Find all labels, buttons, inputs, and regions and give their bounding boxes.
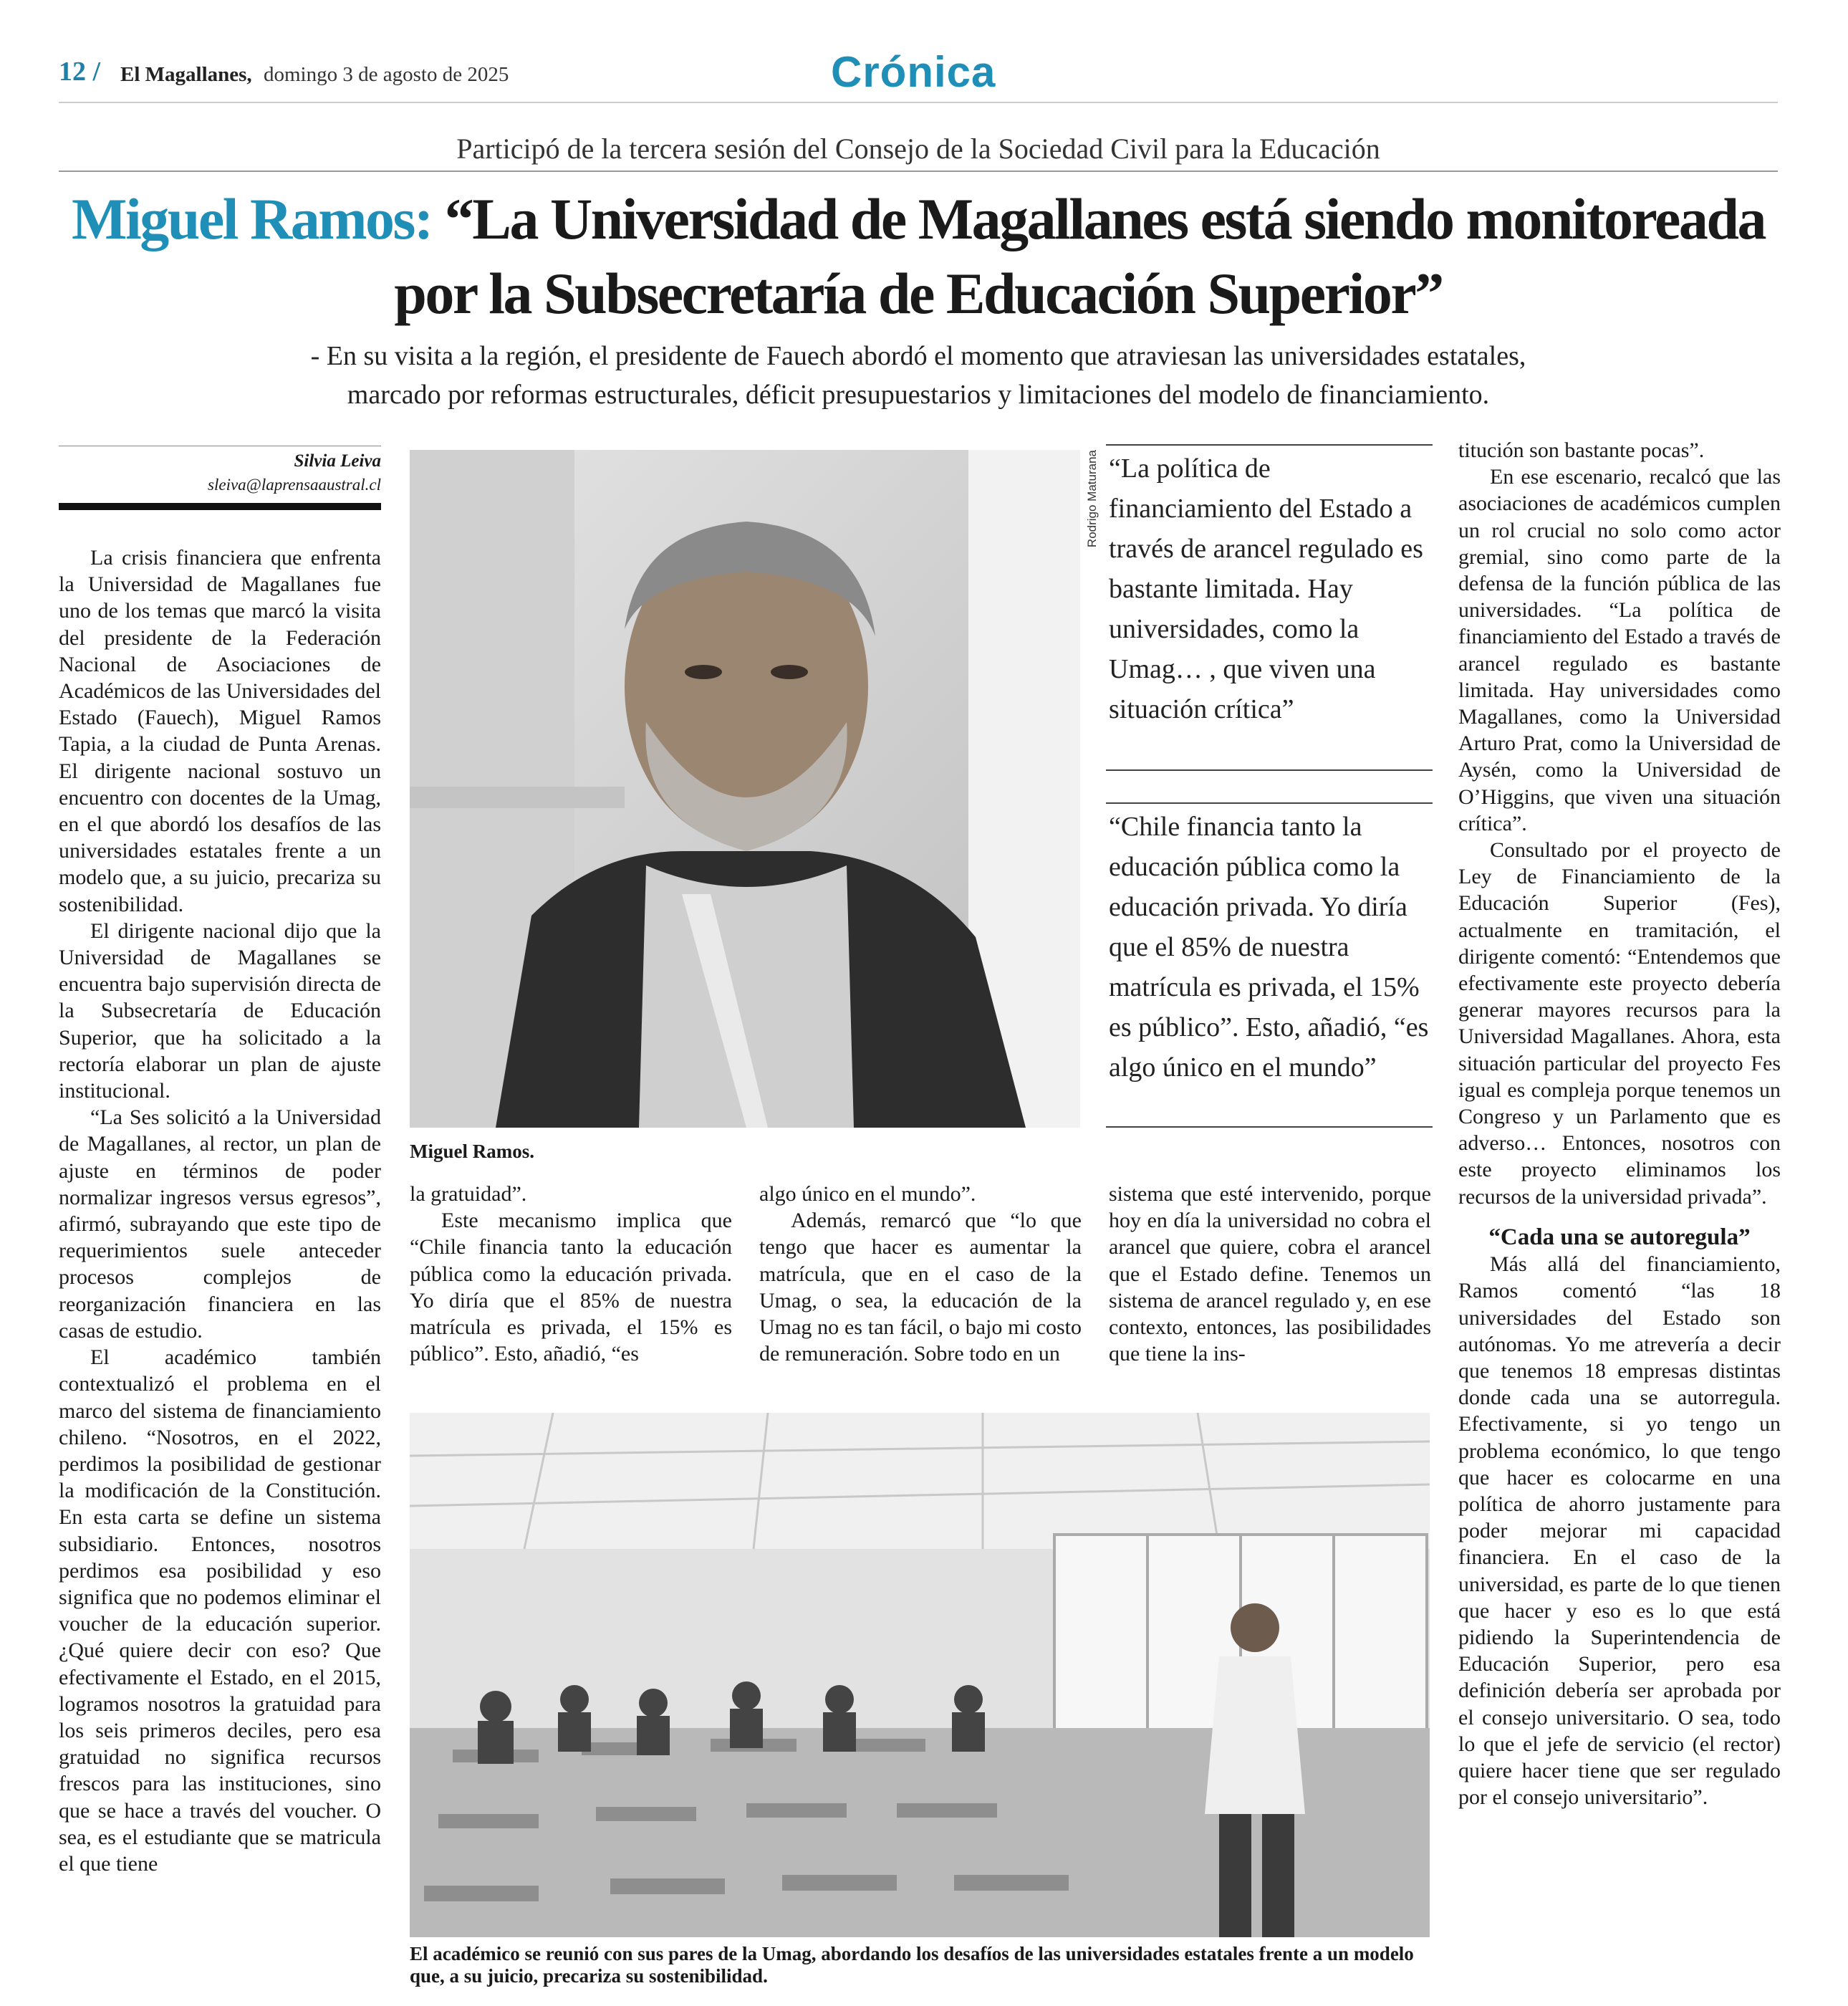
paragraph: En ese escenario, recalcó que las asociaciones de académicos cumplen un rol crucial no solo como actor gremial, sino como parte de la defensa de la función pública de las universidades. “La política de financiamiento del Estado a través de arancel regulado es bastante limitada. Hay universidades como Magallanes, como la Universidad Arturo Prat, como la Universidad de Aysén, como la Universidad de O’Higgins, que viven una situación crítica”.	[1458, 465, 1781, 835]
classroom-photo	[410, 1413, 1430, 1937]
kicker: Participó de la tercera sesión del Consejo de la Sociedad Civil para la Educación	[456, 133, 1380, 165]
author-email: sleiva@laprensaaustral.cl	[208, 476, 381, 494]
pullquote-2: “Chile financia tanto la educación pública como la educación privada. Yo diría que el 85% de nuestra matrícula es privada, el 15% es público”. Esto, añadió, “es algo único en el mundo”	[1109, 812, 1429, 1083]
classroom-image	[410, 1413, 1430, 1937]
section-title: Crónica	[831, 48, 996, 96]
paragraph: Este mecanismo implica que “Chile financia tanto la educación pública como la educación privada. Yo diría que el 85% de nuestra matrícula es privada, el 15% es público”. Esto, añadió, “es	[410, 1209, 732, 1366]
paragraph: “La Ses solicitó a la Universidad de Magallanes, al rector, un plan de ajuste en términos de poder normalizar ingresos versus egresos”, afirmó, subrayando que este tipo de requerimientos suele anteceder procesos complejos de reorganización financiera en las casas de estudio.	[59, 1105, 381, 1343]
paragraph: Más allá del financiamiento, Ramos comentó “las 18 universidades del Estado son autónomas. Yo me atrevería a decir que tenemos 18 empresas distintas donde cada una se autorregula. Efectivamente, si yo tengo un problema económico, lo que tengo que hacer es colocarme en una política de ahorro justamente para poder mejorar mi capacidad financiera. En el caso de la universidad, es parte de lo que tienen que hacer y eso es lo que está pidiendo la Superintendencia de Educación Superior, pero esa definición debería ser aprobada por el consejo universitario. O sea, todo lo que el jefe de servicio (el rector) quiere hacer tiene que ser regulado por el consejo universitario”.	[1458, 1252, 1781, 1810]
newspaper-name: El Magallanes,	[120, 63, 252, 86]
portrait-photo	[410, 450, 1080, 1128]
author-name: Silvia Leiva	[294, 451, 381, 471]
paragraph: Consultado por el proyecto de Ley de Financiamiento de la Educación Superior (Fes), actualmente en tramitación, el dirigente comentó: “Entendemos que efectivamente este proyecto debería generar mayores recursos para la Universidad Magallanes. Ahora, esta situación particular del proyecto Fes igual es compleja porque tenemos un Congreso y un Parlamento que es adverso… Entonces, nosotros con este proyecto eliminamos los recursos de la universidad privada”.	[1458, 838, 1781, 1209]
deck-line-2: marcado por reformas estructurales, déficit presupuestarios y limitaciones del modelo de financiamiento.	[347, 380, 1490, 410]
body-column-5	[1458, 437, 1781, 2006]
header-rule	[59, 102, 1778, 103]
page-number: 12 /	[59, 57, 101, 87]
paragraph: la gratuidad”.	[410, 1182, 527, 1206]
body-column-3	[759, 1181, 1082, 1410]
publication-date: domingo 3 de agosto de 2025	[264, 63, 509, 86]
headline	[59, 182, 1778, 331]
pullquote-rule	[1106, 769, 1433, 771]
deck-line-1: - En su visita a la región, el presidente de Fauech abordó el momento que atraviesan las universidades estatales,	[310, 341, 1526, 371]
photo-caption: Miguel Ramos.	[410, 1141, 534, 1162]
kicker-rule	[59, 171, 1778, 172]
paragraph: titución son bastante pocas”.	[1458, 438, 1705, 462]
pullquote-rule	[1106, 444, 1433, 446]
classroom-caption: El académico se reunió con sus pares de la Umag, abordando los desafíos de las universidades estatales frente a un modelo que, a su juicio, precariza su sostenibilidad.	[410, 1943, 1414, 1987]
photo-credit: Rodrigo Maturana	[1085, 450, 1099, 548]
subheading: “Cada una se autoregula”	[1488, 1224, 1751, 1250]
paragraph: sistema que esté intervenido, porque hoy en día la universidad no cobra el arancel que quiere, cobra el arancel que el Estado define. Tenemos un sistema de arancel regulado y, en ese contexto, entonces, las posibilidades que tiene la ins-	[1109, 1182, 1431, 1366]
pullquote-rule	[1106, 1126, 1433, 1128]
paragraph: Además, remarcó que “lo que tengo que hacer es aumentar la matrícula, que en el caso de la Umag, o sea, la educación de la Umag no es tan fácil, o bajo mi costo de remuneración. Sobre todo en un	[759, 1209, 1082, 1366]
byline-bar	[59, 503, 381, 510]
body-column-1	[59, 544, 381, 2006]
pullquote-1: “La política de financiamiento del Estado a través de arancel regulado es bastante limitada. Hay universidades, como la Umag… , que viven una situación crítica”	[1109, 453, 1423, 724]
body-column-2	[410, 1181, 732, 1410]
body-column-4	[1109, 1181, 1431, 1410]
pullquote-rule	[1106, 802, 1433, 804]
paragraph: La crisis financiera que enfrenta la Universidad de Magallanes fue uno de los temas que marcó la visita del presidente de la Federación Nacional de Asociaciones de Académicos de las Universidades del Estado (Fauech), Miguel Ramos Tapia, a la ciudad de Punta Arenas. El dirigente nacional sostuvo un encuentro con docentes de la Umag, en el que abordó los desafíos de las universidades estatales frente a un modelo que, a su juicio, precariza su sostenibilidad.	[59, 546, 381, 916]
paragraph: algo único en el mundo”.	[759, 1182, 976, 1206]
paragraph: El dirigente nacional dijo que la Universidad de Magallanes se encuentra bajo supervisión directa de la Subsecretaría de Educación Superior, que ha solicitado a la rectoría elaborar un plan de ajuste institucional.	[59, 918, 381, 1103]
deck	[59, 337, 1778, 414]
headline-name: Miguel Ramos:	[72, 186, 432, 251]
headline-quote: “La Universidad de Magallanes está siendo monitoreada por la Subsecretaría de Educación Superior”	[394, 186, 1765, 326]
portrait-image	[410, 450, 1080, 1128]
paragraph: El académico también contextualizó el problema en el marco del sistema de financiamiento chileno. “Nosotros, en el 2022, perdimos la posibilidad de gestionar la modificación de la Constitución. En esta carta se define un sistema subsidiario. Entonces, nosotros perdimos esa posibilidad y eso significa que no podemos eliminar el voucher de la educación superior. ¿Qué quiere decir con eso? Que efectivamente el Estado, en el 2015, logramos nosotros la gratuidad para los seis primeros deciles, pero esa gratuidad no significa recursos frescos para las instituciones, sino que se hace a través del voucher. O sea, es el estudiante que se matricula el que tiene	[59, 1345, 381, 1876]
